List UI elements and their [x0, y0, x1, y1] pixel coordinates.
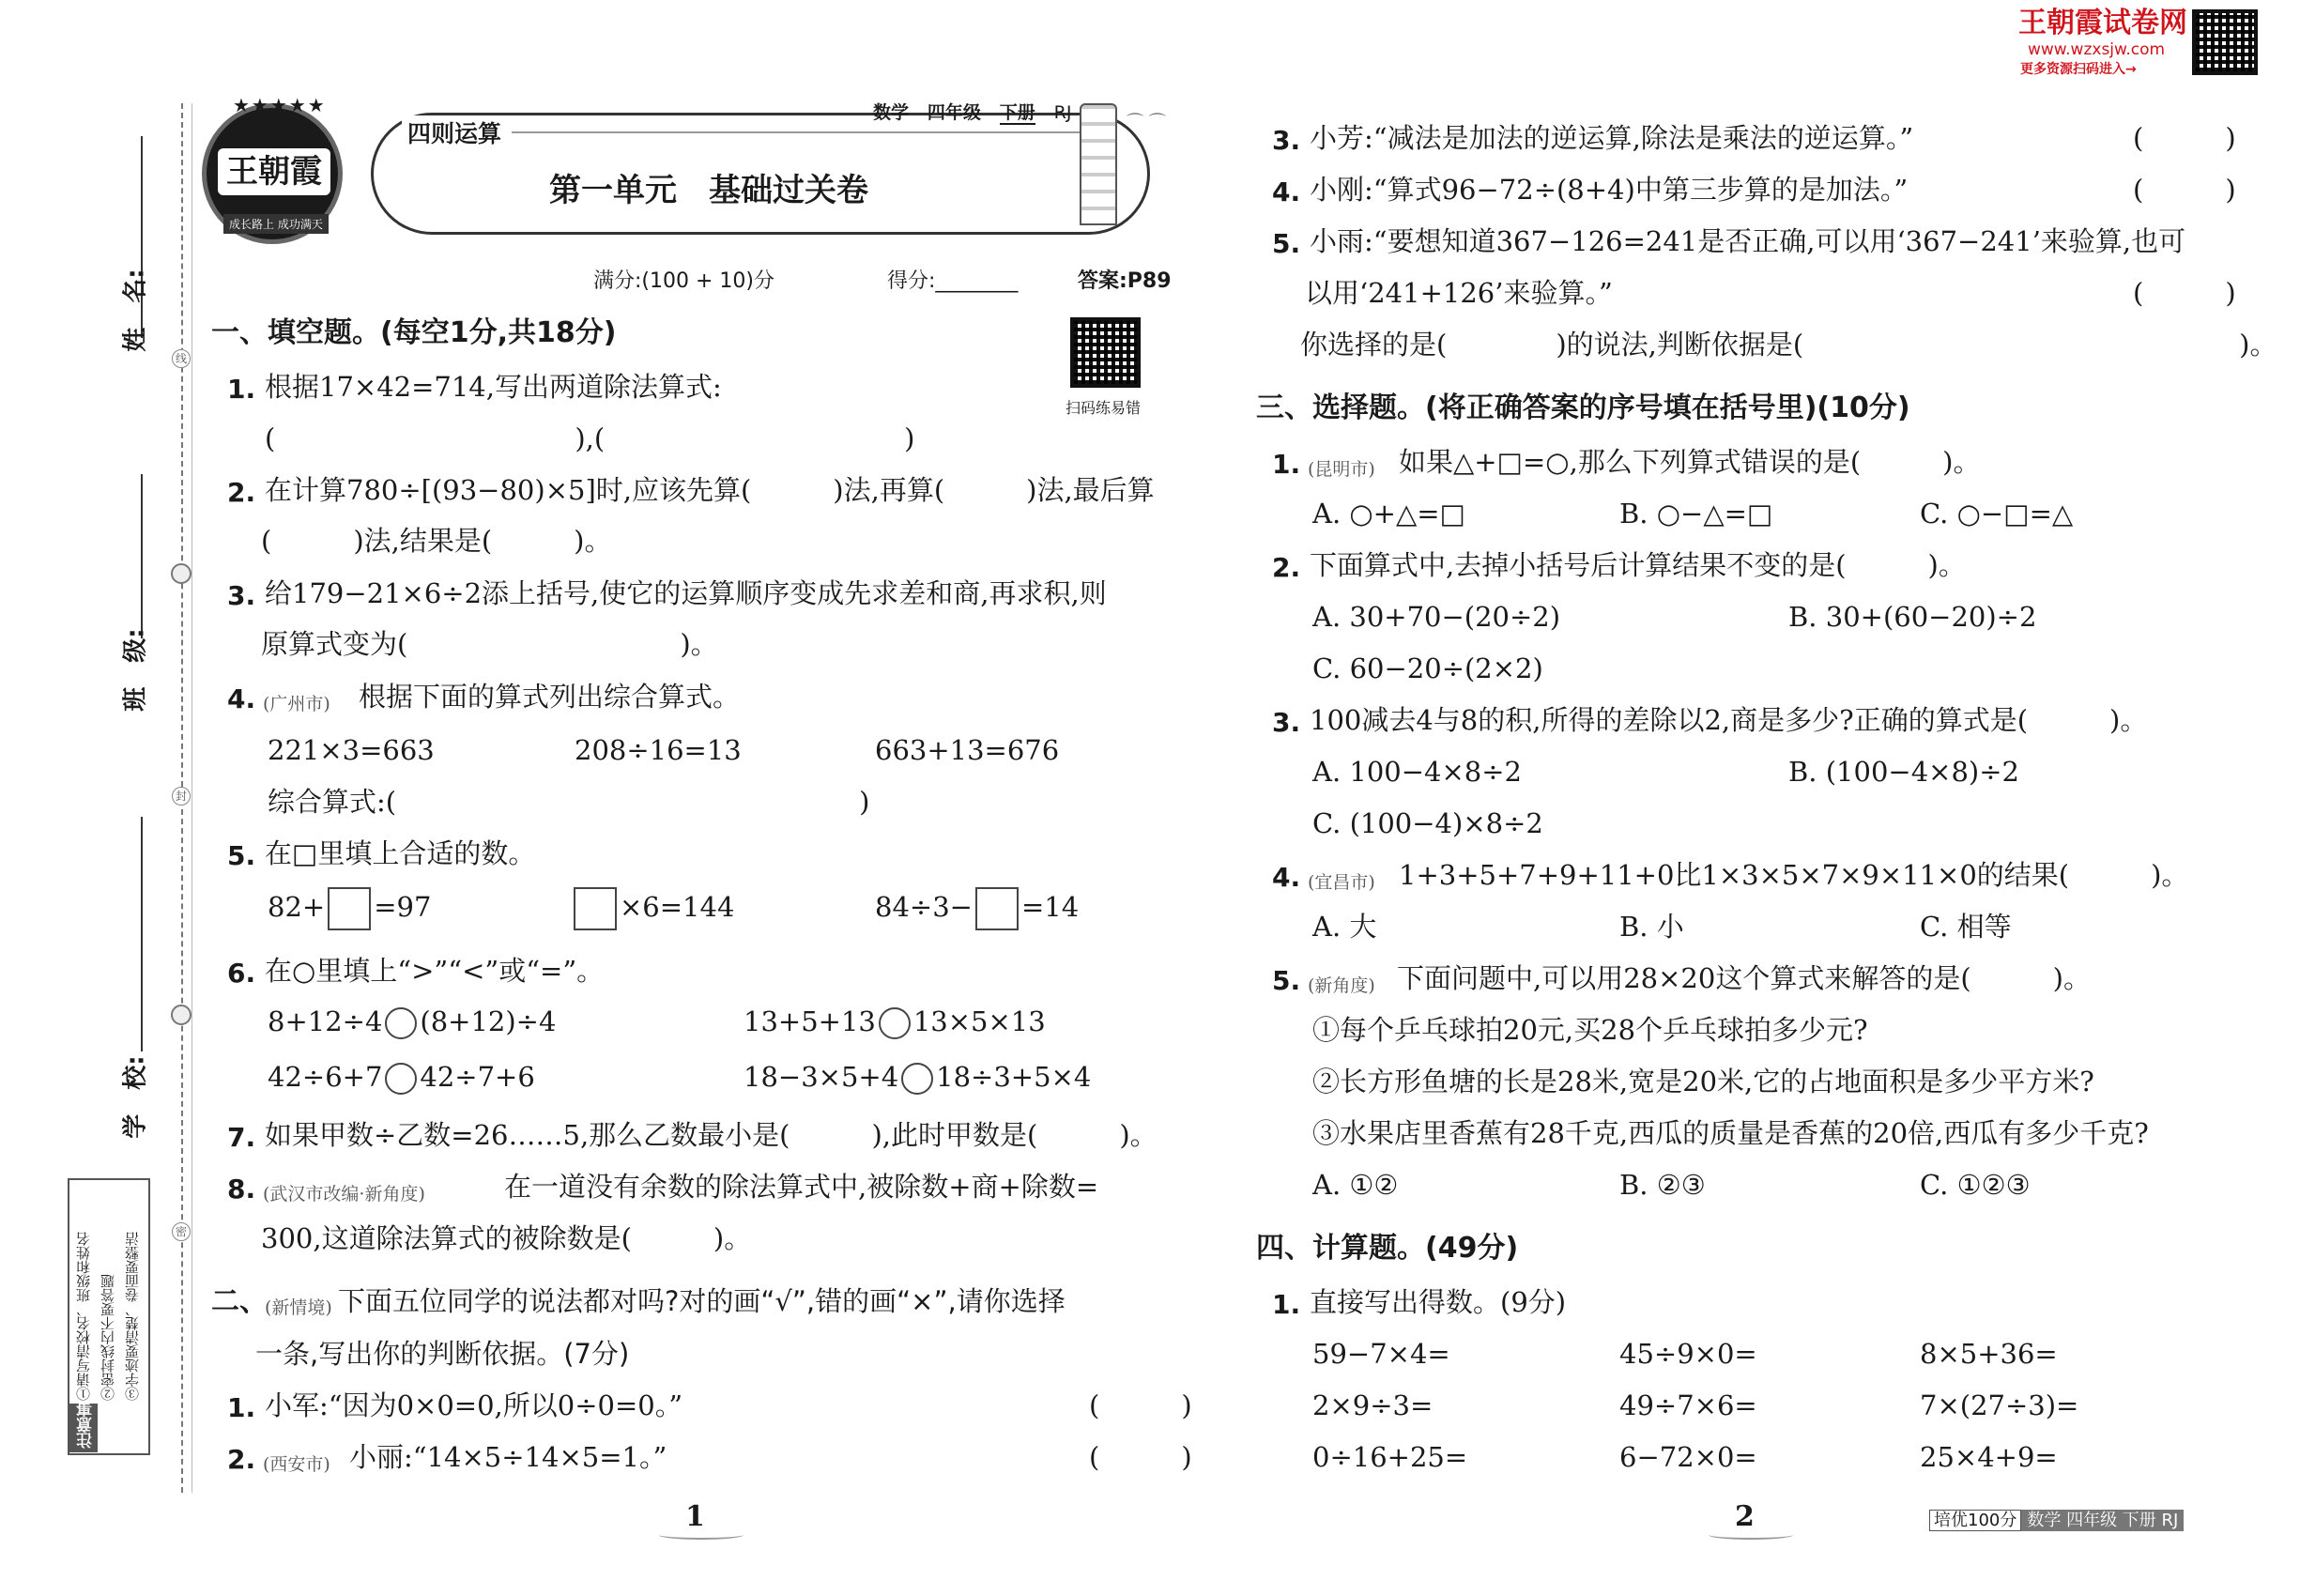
- header-meta: [873, 99, 1071, 124]
- q5-item-3: 84÷3− =14: [875, 887, 1079, 930]
- calc-item[interactable]: 8×5+36=: [1920, 1338, 2058, 1370]
- page-wave-right: [1709, 1530, 1793, 1540]
- q4-tag: (广州市): [263, 694, 330, 714]
- compare-circle[interactable]: [385, 1007, 417, 1039]
- q6-number: 6.: [227, 958, 256, 989]
- q1-number: 1.: [227, 374, 256, 405]
- judge-4-number: 4.: [1272, 176, 1301, 207]
- choice-3-option-c[interactable]: C. (100−4)×8÷2: [1312, 807, 1543, 839]
- q3-line1: 给179−21×6÷2添上括号,使它的运算顺序变成先求差和商,再求积,则: [265, 577, 1107, 609]
- q4-expr-2: 208÷16=13: [575, 734, 742, 766]
- choice-5-option-c[interactable]: C. ①②③: [1920, 1169, 2031, 1201]
- calc-item[interactable]: 49÷7×6=: [1619, 1389, 1757, 1421]
- judge-3-text: 小芳:“减法是加法的逆运算,除法是乘法的逆运算。”: [1310, 122, 1914, 154]
- choice-1-text[interactable]: 如果△+□=○,那么下列算式错误的是( )。: [1399, 446, 1981, 478]
- choice-2-option-b[interactable]: B. 30+(60−20)÷2: [1788, 601, 2037, 633]
- section-2-line1: 下面五位同学的说法都对吗?对的画“√”,错的画“×”,请你选择: [338, 1285, 1066, 1317]
- judge-2-tag: (西安市): [263, 1454, 330, 1475]
- compare-circle[interactable]: [879, 1007, 911, 1039]
- calc-item[interactable]: 2×9÷3=: [1312, 1389, 1434, 1421]
- full-marks: 满分:(100 + 10)分: [593, 269, 774, 293]
- calc-item[interactable]: 0÷16+25=: [1312, 1441, 1468, 1473]
- judge-5-number: 5.: [1272, 228, 1301, 259]
- q8-tag: (武汉市改编·新角度): [263, 1184, 425, 1205]
- answer-page: 答案:P89: [1078, 269, 1172, 293]
- choice-4-option-c[interactable]: C. 相等: [1920, 911, 2012, 943]
- q4-expr-1: 221×3=663: [268, 734, 435, 766]
- cut-mark-3: 密: [172, 1222, 191, 1241]
- choice-5-option-b[interactable]: B. ②③: [1619, 1169, 1706, 1201]
- class-field-label: 班 级:: [121, 628, 150, 712]
- choice-5-sub-3: ③水果店里香蕉有28千克,西瓜的质量是香蕉的20倍,西瓜有多少千克?: [1312, 1117, 2149, 1149]
- cut-mark-2: 封: [172, 787, 191, 806]
- judge-4-text: 小刚:“算式96−72÷(8+4)中第三步算的是加法。”: [1310, 174, 1909, 206]
- q2-line1[interactable]: 在计算780÷[(93−80)×5]时,应该先算( )法,再算( )法,最后算: [265, 474, 1155, 506]
- meta-edition: RJ: [1053, 102, 1072, 123]
- choice-5-sub-1: ①每个乒乓球拍20元,买28个乒乓球拍多少元?: [1312, 1014, 1868, 1046]
- judge-3-paren[interactable]: ( ): [2133, 122, 2236, 154]
- q1-text: 根据17×42=714,写出两道除法算式:: [265, 371, 722, 403]
- meta-subject: 数学: [873, 102, 910, 123]
- q6-text: 在○里填上“>”“<”或“=”。: [265, 955, 605, 987]
- choice-1-tag: (昆明市): [1308, 459, 1375, 480]
- judge-3-number: 3.: [1272, 125, 1301, 156]
- q5-item-1: 82+ =97: [268, 887, 431, 930]
- calc-item[interactable]: 25×4+9=: [1920, 1441, 2058, 1473]
- calc-item[interactable]: 45÷9×0=: [1619, 1338, 1757, 1370]
- judge-4-paren[interactable]: ( ): [2133, 174, 2236, 206]
- q6-item-2: 13+5+13 13×5×13: [744, 1005, 1046, 1037]
- compare-circle[interactable]: [385, 1063, 417, 1095]
- judge-1-paren[interactable]: ( ): [1089, 1389, 1192, 1421]
- choice-4-tag: (宜昌市): [1308, 872, 1375, 893]
- choice-2-text[interactable]: 下面算式中,去掉小括号后计算结果不变的是( )。: [1310, 549, 1966, 581]
- page-title: 第一单元 基础过关卷: [549, 172, 868, 209]
- judge-5-paren[interactable]: ( ): [2133, 277, 2236, 309]
- q8-line1: 在一道没有余数的除法算式中,被除数+商+除数=: [504, 1171, 1099, 1203]
- q5-number: 5.: [227, 840, 256, 871]
- q7-text[interactable]: 如果甲数÷乙数=26……5,那么乙数最小是( ),此时甲数是( )。: [265, 1119, 1158, 1151]
- meta-volume: 下册: [999, 102, 1035, 123]
- calc-1-text: 直接写出得数。(9分): [1310, 1286, 1567, 1318]
- brand-url[interactable]: www.wzxsjw.com: [2028, 40, 2166, 59]
- q3-number: 3.: [227, 580, 256, 611]
- calc-item[interactable]: 7×(27÷3)=: [1920, 1389, 2079, 1421]
- q2-line2[interactable]: ( )法,结果是( )。: [261, 525, 612, 557]
- meta-grade: 四年级: [927, 102, 981, 123]
- judge-2-paren[interactable]: ( ): [1089, 1441, 1192, 1473]
- logo-stars: ★★★★★: [233, 94, 327, 116]
- answer-box[interactable]: [328, 887, 371, 930]
- section-4-title: 四、计算题。(49分): [1256, 1232, 1519, 1265]
- brand-name: 王朝霞试卷网: [2018, 7, 2187, 39]
- q6-item-3: 42÷6+7 42÷7+6: [268, 1061, 535, 1093]
- page-number-left: 1: [685, 1500, 705, 1533]
- choice-1-option-b[interactable]: B. ○−△=□: [1619, 498, 1773, 529]
- choice-1-option-c[interactable]: C. ○−□=△: [1920, 498, 2074, 529]
- choice-4-option-a[interactable]: A. 大: [1312, 911, 1377, 943]
- q6-item-1: 8+12÷4 (8+12)÷4: [268, 1005, 557, 1037]
- notice-item: ③字迹要清楚、卷面要整洁: [124, 1232, 141, 1401]
- choice-2-option-c[interactable]: C. 60−20÷(2×2): [1312, 652, 1543, 684]
- notice-item: ①请写清校名、班级和姓名: [75, 1232, 92, 1401]
- logo-ribbon: 成长路上 成功满天: [223, 214, 329, 234]
- section-3-title: 三、选择题。(将正确答案的序号填在括号里)(10分): [1256, 391, 1910, 424]
- page-number-right: 2: [1735, 1500, 1755, 1533]
- choice-5-tag: (新角度): [1308, 975, 1375, 996]
- choice-4-option-b[interactable]: B. 小: [1619, 911, 1684, 943]
- q4-text: 根据下面的算式列出综合算式。: [359, 681, 741, 713]
- brand-tagline: 更多资源扫码进入→: [2020, 62, 2137, 77]
- choice-3-text[interactable]: 100减去4与8的积,所得的差除以2,商是多少?正确的算式是( )。: [1310, 704, 2148, 736]
- lighthouse-icon: [1080, 103, 1117, 225]
- brand-qr-code[interactable]: [2192, 9, 2258, 75]
- logo-text: 王朝霞: [218, 148, 330, 195]
- choice-1-number: 1.: [1272, 449, 1301, 480]
- calc-item[interactable]: 59−7×4=: [1312, 1338, 1450, 1370]
- q8-line2[interactable]: 300,这道除法算式的被除数是( )。: [261, 1222, 752, 1254]
- score-field[interactable]: 得分:________: [887, 269, 1019, 293]
- answer-box[interactable]: [574, 887, 617, 930]
- name-field-label: 姓 名:: [121, 269, 150, 352]
- judge-1-text: 小军:“因为0×0=0,所以0÷0=0。”: [265, 1389, 683, 1421]
- q4-expr-3: 663+13=676: [875, 734, 1060, 766]
- calc-1-number: 1.: [1272, 1289, 1301, 1320]
- choice-4-number: 4.: [1272, 862, 1301, 893]
- binding-hole-icon: [171, 1005, 192, 1025]
- qr-caption: 扫码练易错: [1066, 399, 1142, 417]
- q6-item-4: 18−3×5+4 18÷3+5×4: [744, 1061, 1092, 1093]
- binding-hole-icon: [171, 563, 192, 584]
- q3-line2[interactable]: 原算式变为( )。: [261, 628, 718, 660]
- series-meta: 数学 四年级 下册 RJ: [2021, 1510, 2184, 1531]
- school-field-line[interactable]: [141, 817, 143, 1051]
- choice-5-sub-2: ②长方形鱼塘的长是28米,宽是20米,它的占地面积是多少平方米?: [1312, 1066, 2094, 1097]
- q7-number: 7.: [227, 1122, 256, 1153]
- choice-3-option-b[interactable]: B. (100−4×8)÷2: [1788, 756, 2019, 788]
- judge-2-text: 小丽:“14×5÷14×5=1。”: [349, 1441, 667, 1473]
- header-category: 四则运算: [402, 115, 507, 149]
- q4-number: 4.: [227, 683, 256, 714]
- answer-box[interactable]: [975, 887, 1019, 930]
- series-name: 培优100分: [1929, 1510, 2021, 1531]
- choice-3-option-a[interactable]: A. 100−4×8÷2: [1312, 756, 1522, 788]
- q4-answer[interactable]: 综合算式:( ): [268, 786, 870, 818]
- choice-1-option-a[interactable]: A. ○+△=□: [1312, 498, 1465, 529]
- school-field-label: 学 校:: [121, 1055, 150, 1139]
- class-field-line[interactable]: [141, 474, 143, 638]
- q2-number: 2.: [227, 477, 256, 508]
- judge-choice[interactable]: 你选择的是( )的说法,判断依据是( )。: [1300, 329, 2277, 361]
- judge-1-number: 1.: [227, 1392, 256, 1423]
- choice-2-number: 2.: [1272, 552, 1301, 583]
- series-badge: [1929, 1510, 2184, 1532]
- q8-number: 8.: [227, 1174, 256, 1205]
- judge-2-number: 2.: [227, 1444, 256, 1475]
- bird-icon: ⌒ ⌒: [1127, 113, 1166, 132]
- section-2-prefix: 二、: [211, 1285, 268, 1318]
- section-2-line2: 一条,写出你的判断依据。(7分): [255, 1338, 630, 1370]
- choice-2-option-a[interactable]: A. 30+70−(20÷2): [1312, 601, 1561, 633]
- q5-item-2: ×6=144: [571, 887, 734, 930]
- calc-item[interactable]: 6−72×0=: [1619, 1441, 1757, 1473]
- cut-mark-1: 线: [172, 349, 191, 368]
- choice-3-number: 3.: [1272, 707, 1301, 738]
- choice-5-text[interactable]: 下面问题中,可以用28×20这个算式来解答的是( )。: [1397, 962, 2091, 994]
- choice-4-text[interactable]: 1+3+5+7+9+11+0比1×3×5×7×9×11×0的结果( )。: [1399, 859, 2189, 891]
- q5-text: 在□里填上合适的数。: [265, 837, 536, 869]
- q1-answer-blanks[interactable]: ( ),( ): [265, 422, 915, 454]
- choice-5-number: 5.: [1272, 965, 1301, 996]
- page-wave-left: [659, 1530, 744, 1540]
- notice-item: ②密封线内不要答题: [100, 1274, 116, 1401]
- section-2-tag: (新情境): [265, 1297, 332, 1318]
- compare-circle[interactable]: [901, 1063, 933, 1095]
- section-1-title: 一、填空题。(每空1分,共18分): [211, 316, 617, 349]
- judge-5-line1: 小雨:“要想知道367−126=241是否正确,可以用‘367−241’来验算,也可: [1310, 225, 2186, 257]
- notice-title: 注意事项: [69, 1404, 98, 1452]
- choice-5-option-a[interactable]: A. ①②: [1312, 1169, 1399, 1201]
- practice-qr-code[interactable]: [1070, 317, 1141, 388]
- header-inner-line: [512, 131, 1103, 133]
- judge-5-line2: 以用‘241+126’来验算。”: [1305, 277, 1613, 309]
